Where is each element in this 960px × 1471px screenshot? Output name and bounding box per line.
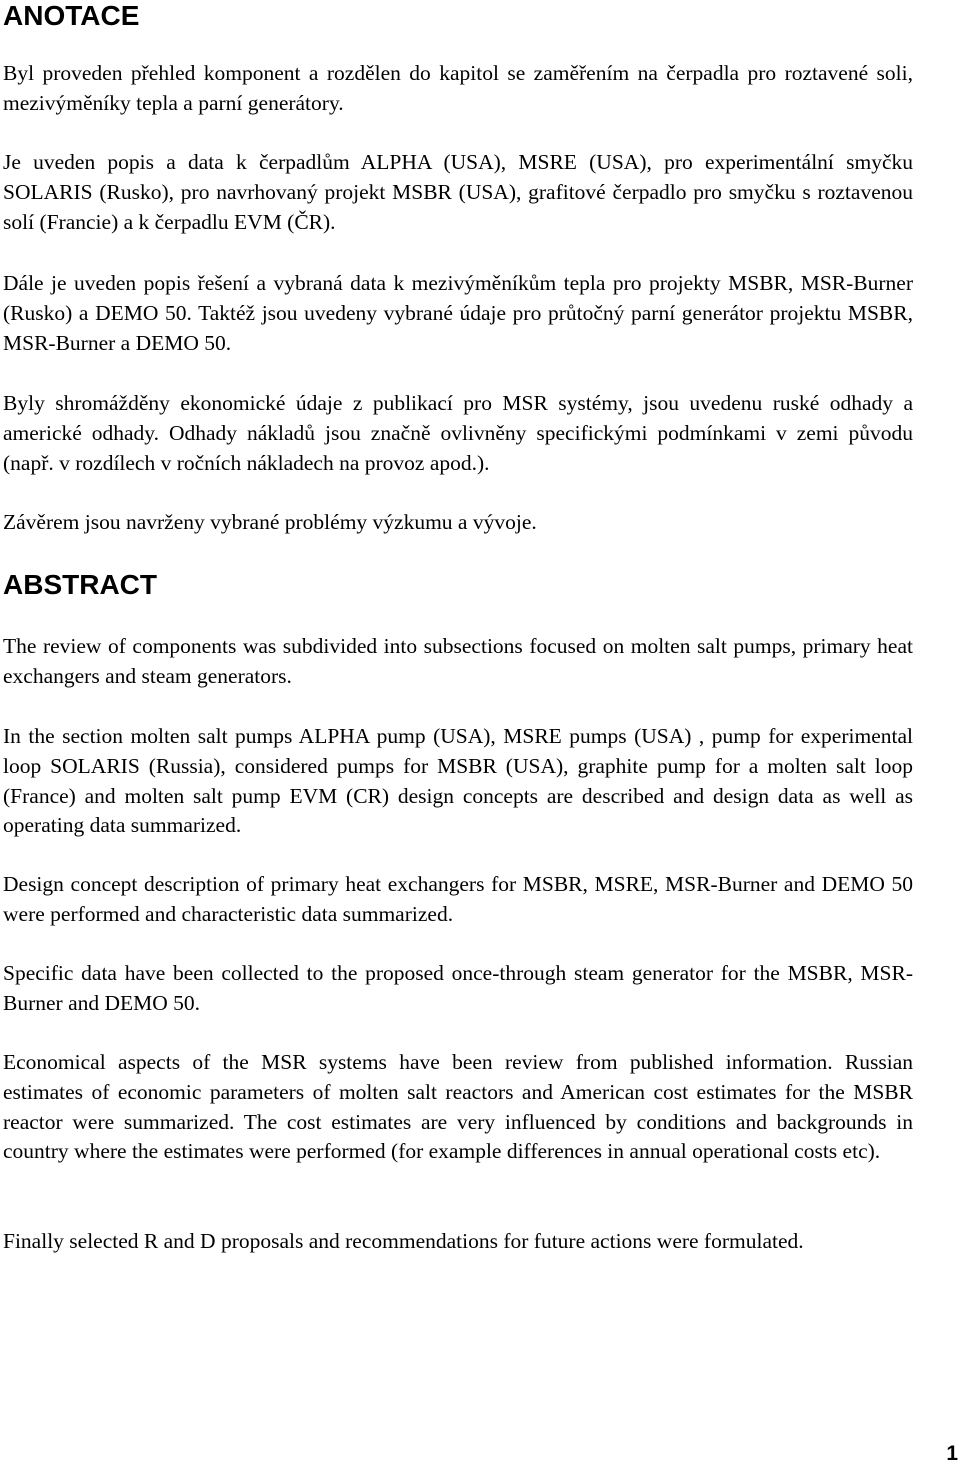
abstract-paragraph-1: The review of components was subdivided into subsections focused on molten salt pumps, primary heat exchangers and steam generators. [3, 634, 913, 688]
abstract-paragraph-5: Economical aspects of the MSR systems have been review from published information. Russian estimates of economic parameters of molten salt reactors and American cost estimates for the MSBR reactor were summarized. The cost estimates are very influenced by conditions and backgrounds in country where the estimates were performed (for example differences in annual operational costs etc). [3, 1050, 913, 1164]
heading-anotace: ANOTACE [3, 0, 140, 31]
abstract-paragraph-6: Finally selected R and D proposals and recommendations for future actions were formulated. [3, 1229, 804, 1253]
anotace-paragraph-2: Je uveden popis a data k čerpadlům ALPHA (USA), MSRE (USA), pro experimentální smyčku SOLARIS (Rusko), pro navrhovaný projekt MSBR (USA), grafitové čerpadlo pro smyčku s roztavenou solí (Francie) a k čerpadlu EVM (ČR). [3, 150, 913, 234]
anotace-paragraph-4: Byly shromážděny ekonomické údaje z publikací pro MSR systémy, jsou uvedenu ruské odhady a americké odhady. Odhady nákladů jsou značně ovlivněny specifickými podmínkami v zemi původu (např. v rozdílech v ročních nákladech na provoz apod.). [3, 391, 913, 475]
heading-abstract: ABSTRACT [3, 569, 157, 600]
anotace-paragraph-1: Byl proveden přehled komponent a rozdělen do kapitol se zaměřením na čerpadla pro roztavené soli, mezivýměníky tepla a parní generátory. [3, 61, 913, 115]
anotace-paragraph-5: Závěrem jsou navrženy vybrané problémy výzkumu a vývoje. [3, 510, 537, 534]
abstract-paragraph-4: Specific data have been collected to the proposed once-through steam generator for the MSBR, MSR-Burner and DEMO 50. [3, 961, 913, 1015]
abstract-paragraph-3: Design concept description of primary heat exchangers for MSBR, MSRE, MSR-Burner and DEMO 50 were performed and characteristic data summarized. [3, 872, 913, 926]
anotace-paragraph-3: Dále je uveden popis řešení a vybraná data k mezivýměníkům tepla pro projekty MSBR, MSR-Burner (Rusko) a DEMO 50. Taktéž jsou uvedeny vybrané údaje pro průtočný parní generátor projektu MSBR, MSR-Burner a DEMO 50. [3, 271, 913, 355]
page-number: 1 [946, 1442, 958, 1465]
abstract-paragraph-2: In the section molten salt pumps ALPHA pump (USA), MSRE pumps (USA) , pump for experimental loop SOLARIS (Russia), considered pumps for MSBR (USA), graphite pump for a molten salt loop (France) and molten salt pump EVM (CR) design concepts are described and design data as well as operating data summarized. [3, 724, 913, 838]
